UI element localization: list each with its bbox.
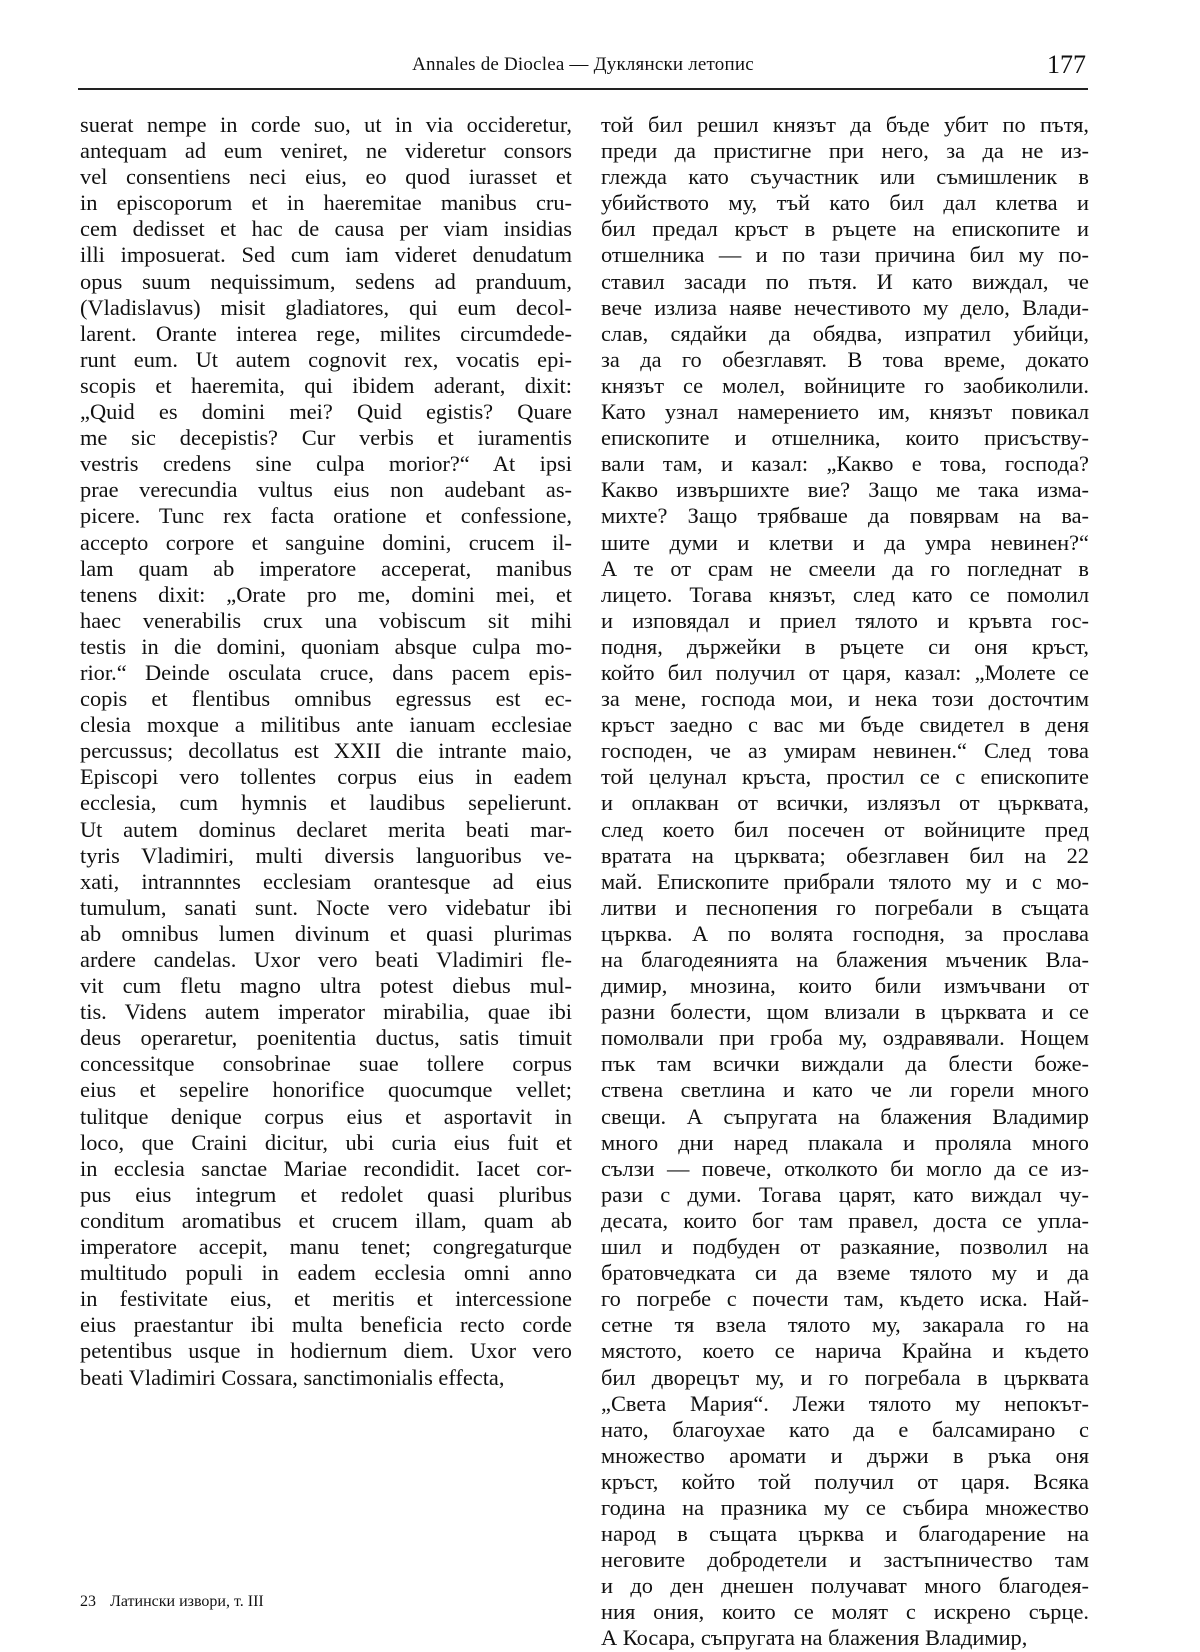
- text-line: in episcoporum et in haeremitae manibus cru-: [80, 190, 572, 216]
- text-line: май. Епископите прибрали тялото му и с мо-: [601, 868, 1089, 894]
- text-line: помолвали при гроба му, оздравявали. Нощем: [601, 1025, 1089, 1051]
- text-line: accepto corpore et sanguine domini, crucem il-: [80, 529, 572, 555]
- text-line: pus eius integrum et redolet quasi pluribus: [80, 1181, 572, 1207]
- text-line: ecclesia, cum hymnis et laudibus sepelierunt.: [80, 790, 572, 816]
- text-line: го погребе с почести там, където иска. Най-: [601, 1286, 1089, 1312]
- text-line: imperatore accepit, manu tenet; congregaturque: [80, 1234, 572, 1260]
- text-line: eius praestantur ibi multa beneficia recto corde: [80, 1312, 572, 1338]
- text-line: in festivitate eius, et meritis et intercessione: [80, 1286, 572, 1312]
- text-line: година на празника му се събира множество: [601, 1494, 1089, 1520]
- text-line: той целунал кръста, простил се с епископите: [601, 764, 1089, 790]
- text-line: tumulum, sanati sunt. Nocte vero videbatur ibi: [80, 894, 572, 920]
- text-line: епископите и отшелника, които присъству-: [601, 425, 1089, 451]
- running-head: [78, 48, 1088, 90]
- text-line: ния ония, които се молят с искрено сърце.: [601, 1599, 1089, 1625]
- text-line: tyris Vladimiri, multi diversis languoribus ve-: [80, 842, 572, 868]
- text-line: отшелника — и по тази причина бил му по-: [601, 242, 1089, 268]
- text-line: Като узнал намерението им, князът повикал: [601, 399, 1089, 425]
- text-line: antequam ad eum veniret, ne videretur consors: [80, 138, 572, 164]
- text-line: глежда като съучастник или съмишленик в: [601, 164, 1089, 190]
- text-line: на благодеянията на блажения мъченик Вла-: [601, 947, 1089, 972]
- text-line: и изповядал и приел тялото и кръвта гос-: [601, 607, 1089, 633]
- text-line: убийството му, тъй като бил дал клетва и: [601, 190, 1089, 216]
- text-line: шил и подбуден от разкаяние, позволил на: [601, 1234, 1089, 1260]
- text-line: opus suum nequissimum, sedens ad pranduum,: [80, 268, 572, 294]
- text-line: рази с думи. Тогава царят, като виждал чу-: [601, 1181, 1089, 1207]
- text-line: me sic decepistis? Cur verbis et iuramentis: [80, 425, 572, 451]
- text-line: след което бил посечен от войниците пред: [601, 816, 1089, 842]
- text-line: бил дворецът му, и го погребала в църквата: [601, 1364, 1089, 1390]
- text-line: църква. А по волята господня, за прослава: [601, 920, 1089, 946]
- text-line: ставил засади по пътя. И като виждал, че: [601, 268, 1089, 294]
- text-line: ствена светлина и като че ли горели много: [601, 1077, 1089, 1103]
- text-line: много дни наред плакала и проляла много: [601, 1129, 1089, 1155]
- text-line: вали там, и казал: „Какво е това, господа?: [601, 451, 1089, 477]
- text-line: той бил решил князът да бъде убит по пътя,: [601, 112, 1089, 137]
- text-line: шите думи и клетви и да умра невинен?“: [601, 529, 1089, 555]
- text-line: народ в същата църква и благодарение на: [601, 1521, 1089, 1547]
- text-line: за да го обезглавят. В това време, докато: [601, 346, 1089, 372]
- text-line: clesia moxque a militibus ante ianuam ecclesiae: [80, 712, 572, 738]
- text-line: вратата на църквата; обезглавен бил на 22: [601, 842, 1089, 868]
- printer-signature: [80, 1593, 274, 1611]
- text-line: suerat nempe in corde suo, ut in via occideretur,: [80, 112, 572, 137]
- text-line: copis et flentibus omnibus egressus est ec-: [80, 686, 572, 712]
- text-line: scopis et haeremita, qui ibidem aderant, dixit:: [80, 372, 572, 398]
- text-line: слав, сядайки да обядва, изпратил убийци,: [601, 320, 1089, 346]
- text-line: сълзи — повече, отколкото би могло да се из-: [601, 1155, 1089, 1181]
- text-line: vestris credens sine culpa morior?“ At ipsi: [80, 451, 572, 477]
- text-line: братовчедката си да вземе тялото му и да: [601, 1260, 1089, 1286]
- text-line: кръст, който той получил от царя. Всяка: [601, 1468, 1089, 1494]
- text-line: димир, мнозина, които били измъчвани от: [601, 973, 1089, 999]
- text-line: князът се молел, войниците го заобиколили.: [601, 372, 1089, 398]
- text-line: преди да пристигне при него, за да не из-: [601, 138, 1089, 164]
- text-line: prae verecundia vultus eius non audebant as-: [80, 477, 572, 503]
- text-line: множество аромати и държи в ръка оня: [601, 1442, 1089, 1468]
- text-line: (Vladislavus) misit gladiatores, qui eum decol-: [80, 294, 572, 320]
- text-line: multitudo populi in eadem ecclesia omni anno: [80, 1260, 572, 1286]
- text-line: и до ден днешен получават много благодея-: [601, 1573, 1089, 1599]
- text-line: който бил получил от царя, казал: „Молете се: [601, 659, 1089, 685]
- text-line: runt eum. Ut autem cognovit rex, vocatis epi-: [80, 346, 572, 372]
- text-line: conditum aromatibus et crucem illam, quam ab: [80, 1207, 572, 1233]
- text-line: in ecclesia sanctae Mariae recondidit. Iacet cor-: [80, 1155, 572, 1181]
- text-line: кръст заедно с вас ми бъде свидетел в деня: [601, 712, 1089, 738]
- text-line: и оплакван от всички, излязъл от църквата,: [601, 790, 1089, 816]
- latin-text-column: [80, 112, 572, 1391]
- text-line: vel consentiens neci eius, eo quod iurasset et: [80, 164, 572, 190]
- text-line: larent. Orante interea rege, milites circumdede-: [80, 320, 572, 346]
- text-line: illi imposuerat. Sed cum iam videret denudatum: [80, 242, 572, 268]
- running-title: Annales de Dioclea — Дуклянски летопис: [412, 54, 754, 75]
- text-line: Ut autem dominus declaret merita beati mar-: [80, 816, 572, 842]
- text-line: А те от срам не смеели да го погледнат в: [601, 555, 1089, 581]
- text-line: господен, че аз умирам невинен.“ След това: [601, 738, 1089, 764]
- text-line: percussus; decollatus est XXII die intrante maio,: [80, 738, 572, 764]
- text-line: deus operaretur, poenitentia ductus, satis timuit: [80, 1025, 572, 1051]
- text-line: concessitque consobrinae suae tollere corpus: [80, 1051, 572, 1077]
- text-line: tis. Videns autem imperator mirabilia, quae ibi: [80, 999, 572, 1025]
- page-number: 177: [1047, 50, 1086, 79]
- text-line: нато, благоухае като да е балсамирано с: [601, 1416, 1089, 1442]
- text-line: михте? Защо трябваше да повярвам на ва-: [601, 503, 1089, 529]
- bulgarian-text-column: [601, 112, 1089, 1652]
- text-line: неговите добродетели и застъпничество там: [601, 1547, 1089, 1573]
- text-line: Какво извършихте вие? Защо ме така изма-: [601, 477, 1089, 503]
- signature-label: Латински извори, т. III: [110, 1593, 264, 1610]
- text-line: beati Vladimiri Cossara, sanctimonialis effecta,: [80, 1364, 505, 1390]
- text-line: eius et sepelire honorifice quocumque vellet;: [80, 1077, 572, 1103]
- text-line: подня, държейки в ръцете си оня кръст,: [601, 633, 1089, 659]
- text-line: xati, intrannntes ecclesiam orantesque ad eius: [80, 868, 572, 894]
- text-line: десата, които бог там правел, доста се упла-: [601, 1207, 1089, 1233]
- text-line: tulitque denique corpus eius et asportavit in: [80, 1103, 572, 1129]
- text-line: лицето. Тогава князът, след като се помолил: [601, 581, 1089, 607]
- text-line: vit cum fletu magno ultra potest diebus mul-: [80, 973, 572, 999]
- text-line: picere. Tunc rex facta oratione et confessione,: [80, 503, 572, 529]
- text-line: haec venerabilis crux una vobiscum sit mihi: [80, 607, 572, 633]
- text-line: бил предал кръст в ръцете на епископите и: [601, 216, 1089, 242]
- text-line: cem dedisset et hac de causa per viam insidias: [80, 216, 572, 242]
- text-line: за мене, господа мои, и нека този досточтим: [601, 686, 1089, 712]
- text-line: сетне тя взела тялото му, закарала го на: [601, 1312, 1089, 1338]
- text-line: Episcopi vero tollentes corpus eius in eadem: [80, 764, 572, 790]
- text-line: testis in die domini, quoniam absque culpa mo-: [80, 633, 572, 659]
- text-line: „Quid es domini mei? Quid egistis? Quare: [80, 399, 572, 425]
- text-line: ab omnibus lumen divinum et quasi plurimas: [80, 920, 572, 946]
- text-line: tenens dixit: „Orate pro me, domini mei, et: [80, 581, 572, 607]
- text-line: ardere candelas. Uxor vero beati Vladimiri fle-: [80, 947, 572, 972]
- text-line: разни болести, щом влизали в църквата и се: [601, 999, 1089, 1025]
- signature-number: 23: [80, 1593, 96, 1610]
- text-line: свещи. А съпругата на блажения Владимир: [601, 1103, 1089, 1129]
- text-line: вече излиза наяве нечестивото му дело, Влади-: [601, 294, 1089, 320]
- text-line: lam quam ab imperatore acceperat, manibus: [80, 555, 572, 581]
- text-line: „Света Мария“. Лежи тялото му непокът-: [601, 1390, 1089, 1416]
- text-line: rior.“ Deinde osculata cruce, dans pacem epis-: [80, 659, 572, 685]
- text-line: petentibus usque in hodiernum diem. Uxor vero: [80, 1338, 572, 1364]
- text-line: пък там всички виждали да блести боже-: [601, 1051, 1089, 1077]
- text-line: литви и песнопения го погребали в същата: [601, 894, 1089, 920]
- text-line: А Косара, съпругата на блажения Владимир,: [601, 1625, 1028, 1651]
- text-line: мястото, което се нарича Крайна и където: [601, 1338, 1089, 1364]
- text-line: loco, que Craini dicitur, ubi curia eius fuit et: [80, 1129, 572, 1155]
